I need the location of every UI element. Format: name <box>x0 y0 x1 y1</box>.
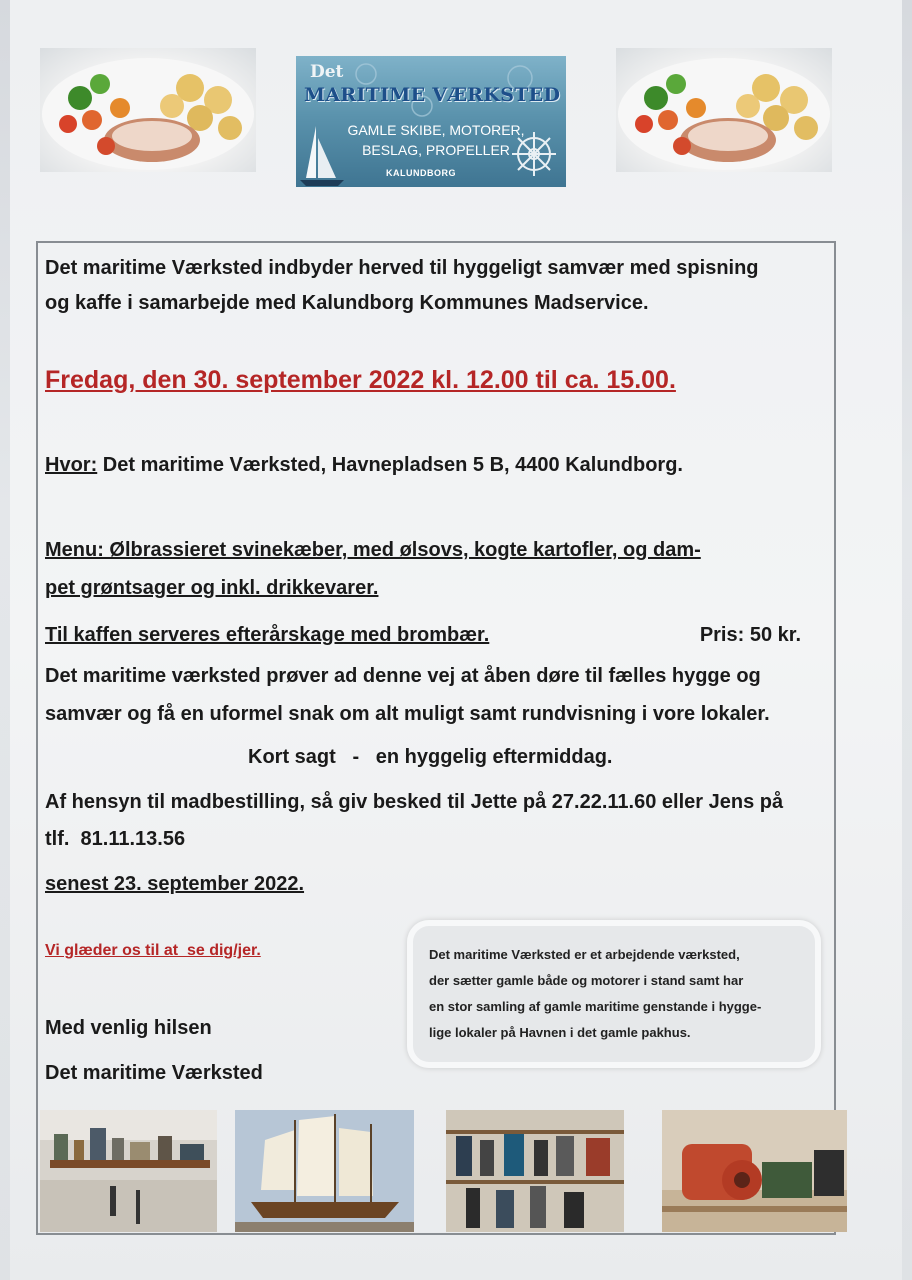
photo-ship-model <box>235 1110 414 1232</box>
food-photo-right <box>616 48 832 172</box>
food-photo-left <box>40 48 256 172</box>
price-label: Pris: 50 kr. <box>699 624 801 646</box>
logo-subtitle-line-1: GAMLE SKIBE, MOTORER, <box>347 122 525 138</box>
event-date: Fredag, den 30. september 2022 kl. 12.00 til ca. 15.00. <box>45 366 676 394</box>
where-line <box>45 454 683 477</box>
logo-subtitle-line-2: BESLAG, PROPELLER <box>362 142 510 158</box>
tagline: Kort sagt - en hyggelig eftermiddag. <box>248 746 613 768</box>
photo-outboard-motors <box>446 1110 624 1232</box>
coffee-line <box>45 624 801 647</box>
where-text: Det maritime Værksted, Havnepladsen 5 B, 4400 Kalundborg. <box>97 454 683 476</box>
welcome-text: Vi glæder os til at se dig/jer. <box>45 942 261 959</box>
menu-line-1: Menu: Ølbrassieret svinekæber, med ølsovs, kogte kartofler, og dam- <box>45 539 701 561</box>
booking-line-2: tlf. 81.11.13.56 <box>45 828 186 850</box>
intro-line-1: Det maritime Værksted indbyder herved til hyggeligt samvær med spisning <box>45 257 759 279</box>
intro-line-2: og kaffe i samarbejde med Kalundborg Kommunes Madservice. <box>45 292 649 314</box>
signature: Det maritime Værksted <box>45 1062 263 1084</box>
logo-det-text: Det <box>310 62 344 82</box>
photo-workshop-shelf <box>40 1110 217 1232</box>
body-line-2: samvær og få en uformel snak om alt muligt samt rundvisning i vore lokaler. <box>45 703 770 725</box>
maritime-vaerksted-logo <box>296 56 566 187</box>
booking-line-1: Af hensyn til madbestilling, så giv besked til Jette på 27.22.11.60 eller Jens på <box>45 791 784 813</box>
coffee-text: Til kaffen serveres efterårskage med brombær. <box>45 624 490 646</box>
photo-engines <box>662 1110 847 1232</box>
info-box-text: Det maritime Værksted er et arbejdende værksted, der sætter gamle både og motorer i stand samt har en stor samling af gamle maritime genstande i hygge- lige lokaler på Havnen i det gamle pakhus. <box>429 947 762 1040</box>
deadline: senest 23. september 2022. <box>45 873 305 895</box>
body-line-1: Det maritime værksted prøver ad denne vej at åben døre til fælles hygge og <box>45 665 761 687</box>
logo-city: KALUNDBORG <box>386 168 456 178</box>
menu-line-2: pet grøntsager og inkl. drikkevarer. <box>45 577 379 599</box>
greeting: Med venlig hilsen <box>45 1017 212 1039</box>
info-box <box>407 920 821 1068</box>
where-label: Hvor: <box>45 454 98 476</box>
logo-title: MARITIME VÆRKSTED <box>304 84 561 106</box>
